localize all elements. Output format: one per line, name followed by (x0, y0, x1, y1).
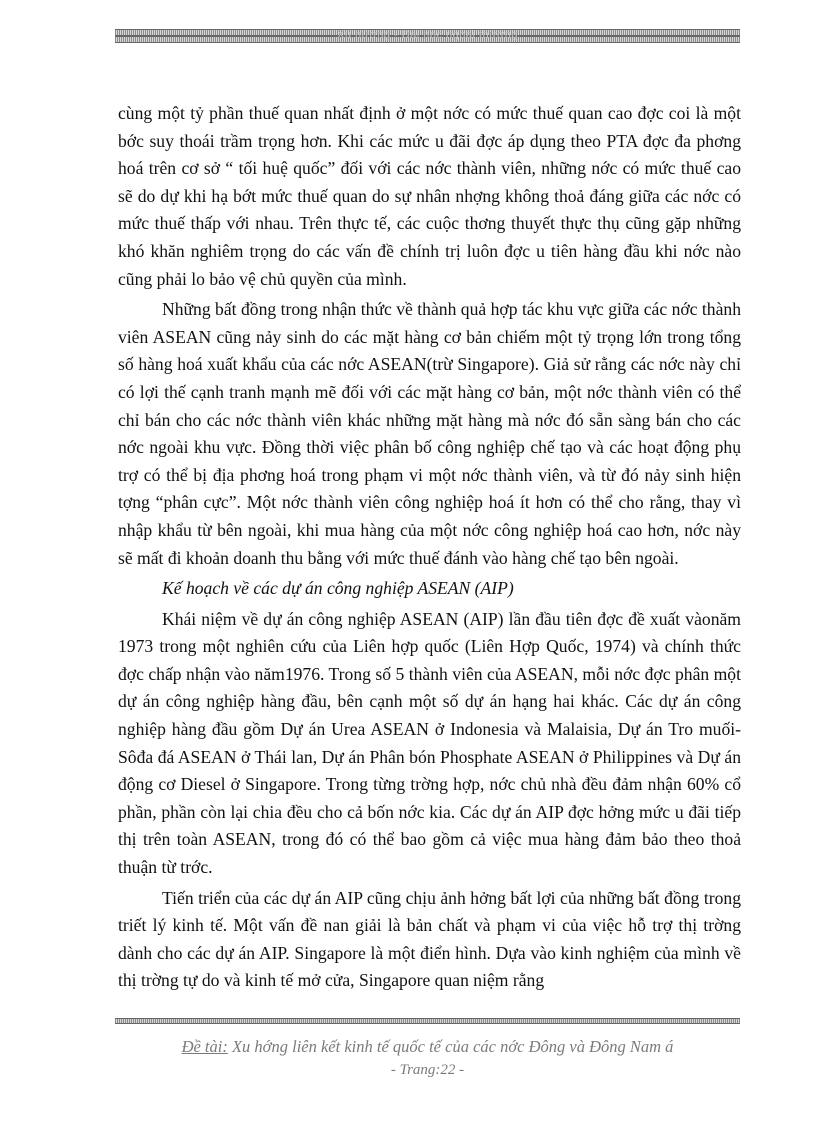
header-text: Xu hướng - Đại học ngoại thương (336, 29, 519, 41)
paragraph-2: Những bất đồng trong nhận thức về thành quả hợp tác khu vực giữa các nớc thành viên ASEAN cũng nảy sinh do các mặt hàng cơ bản chiếm một tỷ trọng lớn trong tổng số hàng hoá xuất khẩu của các nớc ASEAN(trừ Singapore). Giả sử rằng các nớc này chỉ có lợi thế cạnh tranh mạnh mẽ đối với các mặt hàng cơ bản, một nớc thành viên có thể chỉ bán cho các nớc thành viên khác những mặt hàng mà nớc đó sẵn sàng bán cho các nớc ngoài khu vực. Đồng thời việc phân bố công nghiệp chế tạo và các hoạt động phụ trợ có thể bị địa phơng hoá trong phạm vi một nớc thành viên, và từ đó nảy sinh hiện tợng “phân cực”. Một nớc thành viên công nghiệp hoá ít hơn có thể cho rằng, thay vì nhập khẩu từ bên ngoài, khi mua hàng của một nớc công nghiệp hoá cao hơn, nớc này sẽ mất đi khoản doanh thu bằng với mức thuế đánh vào hàng chế tạo bên ngoài. (118, 299, 741, 568)
document-body (118, 100, 741, 998)
paragraph-3: Khái niệm về dự án công nghiệp ASEAN (AIP) lần đầu tiên đợc đề xuất vàonăm 1973 trong một nghiên cứu của Liên hợp quốc (Liên Hợp Quốc, 1974) và chính thức đợc chấp nhận vào năm1976. Trong số 5 thành viên của ASEAN, mỗi nớc đợc phân một dự án công nghiệp hàng đầu, bên cạnh một số dự án hạng hai khác. Các dự án công nghiệp hàng đầu gồm Dự án Urea ASEAN ở Indonesia và Malaisia, Dự án Tro muối- Sôđa đá ASEAN ở Thái lan, Dự án Phân bón Phosphate ASEAN ở Philippines và Dự án động cơ Diesel ở Singapore. Trong từng trờng hợp, nớc chủ nhà đều đảm nhận 60% cổ phần, phần còn lại chia đều cho cả bốn nớc kia. Các dự án AIP đợc hởng mức u đãi tiếp thị trên toàn ASEAN, trong đó có thể bao gồm cả việc mua hàng đảm bảo theo thoả thuận từ trớc. (118, 608, 741, 878)
section-heading: Kế hoạch về các dự án công nghiệp ASEAN (AIP) (162, 578, 514, 599)
footer-rule (115, 1018, 740, 1024)
page-footer (115, 1036, 740, 1058)
paragraph-4: Tiến triển của các dự án AIP cũng chịu ảnh hởng bất lợi của những bất đồng trong triết lý kinh tế. Một vấn đề nan giải là bản chất và phạm vi của việc hỗ trợ thị trờng dành cho các dự án AIP. Singapore là một điển hình. Dựa vào kinh nghiệm của mình về thị trờng tự do và kinh tế mở cửa, Singapore quan niệm rằng (118, 887, 741, 991)
page-header (115, 27, 740, 43)
page-number: - Trang:22 - (390, 1062, 465, 1078)
footer-title: Xu hớng liên kết kinh tế quốc tế của các nớc Đông và Đông Nam á (227, 1037, 674, 1056)
paragraph-1: cùng một tỷ phần thuế quan nhất định ở một nớc có mức thuế quan cao đợc coi là một bớc suy thoái trầm trọng hơn. Khi các mức u đãi đợc áp dụng theo PTA đợc đa phơng hoá trên cơ sở “ tối huệ quốc” đối với các nớc thành viên, những nớc có mức thuế cao sẽ do dự khi hạ bớt mức thuế quan do sự nhân nhợng không thoả đáng giữa các nớc có mức thuế thấp với nhau. Trên thực tế, các cuộc thơng thuyết thực thụ cũng gặp những khó khăn nghiêm trọng do các vấn đề chính trị luôn đợc u tiên hàng đầu khi nớc nào cũng phải lo bảo vệ chủ quyền của mình. (118, 103, 741, 289)
footer-label: Đề tài: (181, 1037, 228, 1056)
